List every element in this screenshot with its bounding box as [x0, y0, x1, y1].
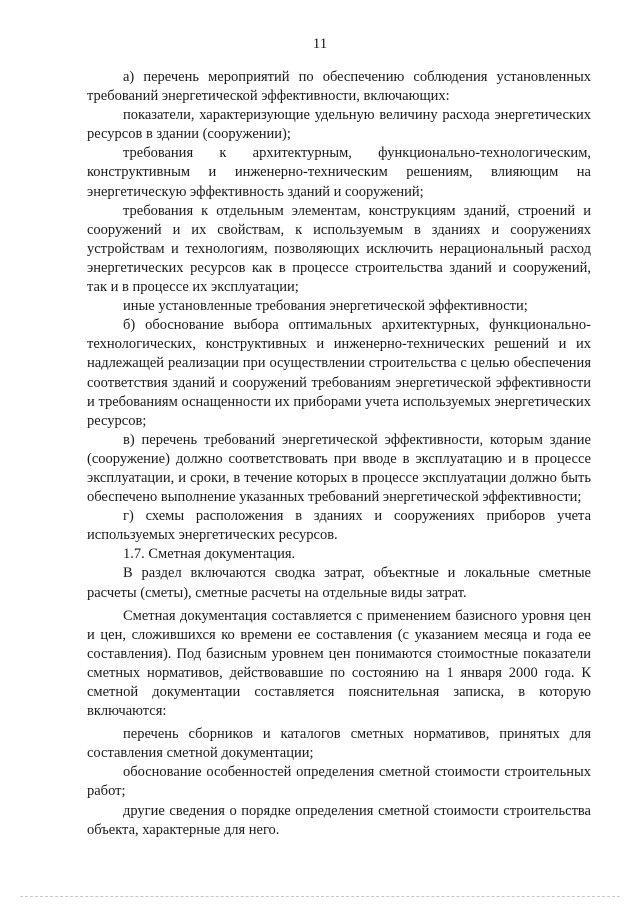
paragraph-element-requirements: требования к отдельным элементам, конструкциям зданий, строений и сооружений и их свойствам, к используемым в зданиях и сооружениях устройствам и технологиям, позволяющих исключить нерациональный расход энергетических ресурсов как в процессе строительства зданий и сооружений, так и в процессе их эксплуатации; [87, 202, 591, 296]
paragraph-requirements-list: в) перечень требований энергетической эффективности, которым здание (сооружение) должно соответствовать при вводе в эксплуатацию и в процессе эксплуатации, и сроки, в течение которых в процессе эксплуатации должно быть обеспечено выполнение указанных требований энергетической эффективности; [87, 431, 591, 506]
paragraph-cost-documentation: Сметная документация составляется с применением базисного уровня цен и цен, сложившихся ко времени ее составления (с указанием месяца и года ее составления). Под базисным уровнем цен понимаются стоимостные показатели сметных нормативов, действовавшие по состоянию на 1 января 2000 года. К сметной документации составляется пояснительная записка, в которую включаются: [87, 607, 591, 720]
paragraph-other-requirements: иные установленные требования энергетической эффективности; [123, 298, 528, 315]
scan-bottom-edge [20, 896, 620, 897]
paragraph-other-information: другие сведения о порядке определения сметной стоимости строительства объекта, характерные для него. [87, 802, 591, 838]
paragraph-solution-justification: б) обоснование выбора оптимальных архитектурных, функционально-технологических, конструктивных и инженерно-технических решений и их надлежащей реализации при осуществлении строительства с целью обеспечения соответствия зданий и сооружений требованиям энергетической эффективности и требованиям оснащенности их приборами учета используемых энергетических ресурсов; [87, 317, 591, 429]
document-body [87, 68, 591, 840]
paragraph-norms-catalogs: перечень сборников и каталогов сметных нормативов, принятых для составления сметной документации; [87, 726, 591, 762]
paragraph-energy-indicators: показатели, характеризующие удельную величину расхода энергетических ресурсов в здании (сооружении); [87, 107, 591, 143]
paragraph-cost-summary: В раздел включаются сводка затрат, объектные и локальные сметные расчеты (сметы), сметные расчеты на отдельные виды затрат. [87, 565, 591, 601]
section-heading-cost-documentation: 1.7. Сметная документация. [123, 546, 296, 563]
paragraph-design-requirements: требования к архитектурным, функционально-технологическим, конструктивным и инженерно-техническим решениям, влияющим на энергетическую эффективность зданий и сооружений; [87, 145, 591, 200]
page-number: 11 [312, 36, 328, 52]
paragraph-cost-features: обоснование особенностей определения сметной стоимости строительных работ; [87, 764, 591, 800]
paragraph-meter-layout: г) схемы расположения в зданиях и сооружениях приборов учета используемых энергетических ресурсов. [87, 508, 591, 544]
paragraph-energy-measures-list: а) перечень мероприятий по обеспечению соблюдения установленных требований энергетической эффективности, включающих: [87, 69, 591, 105]
